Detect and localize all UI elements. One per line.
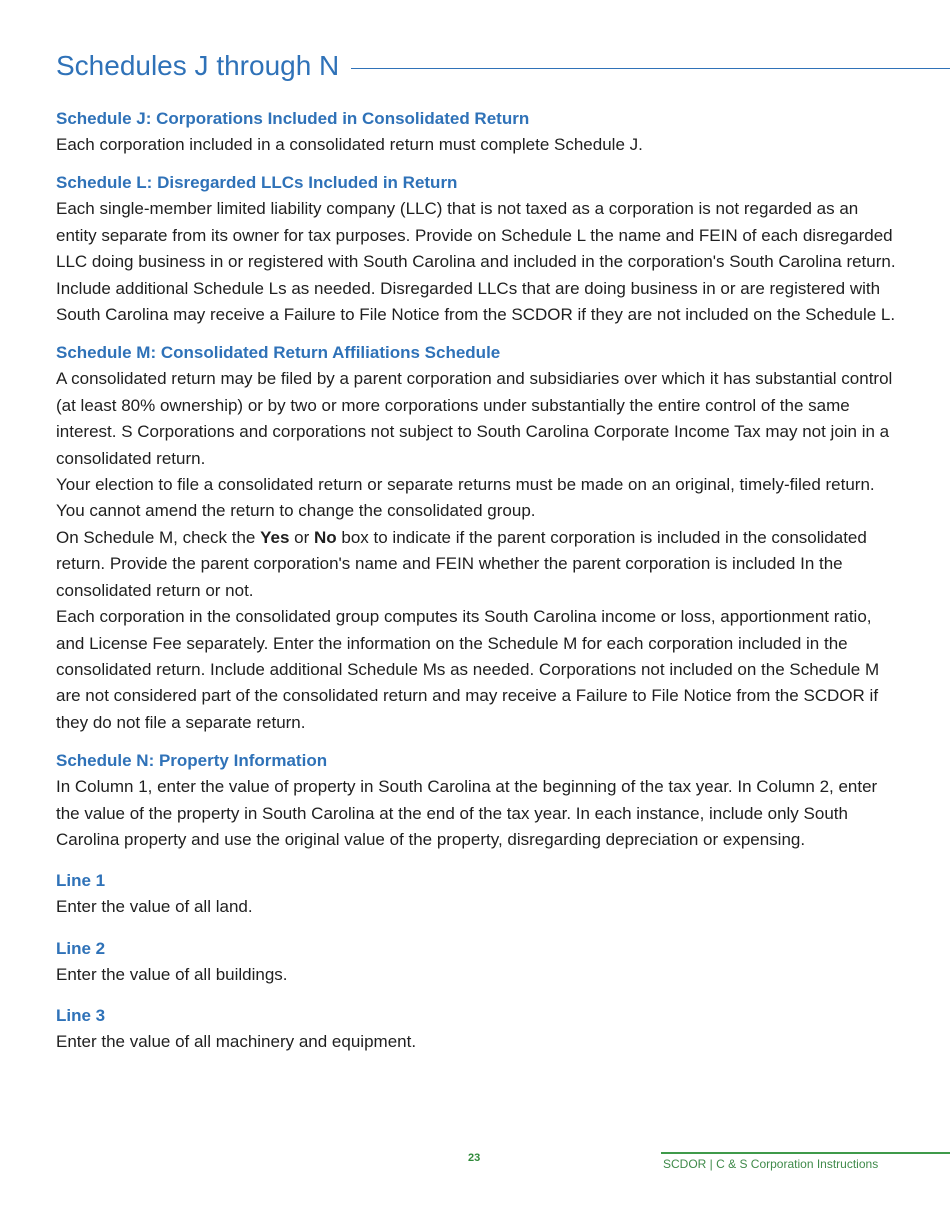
line-2-heading: Line 2 bbox=[56, 938, 106, 958]
schedule-m-text-3 bbox=[56, 525, 896, 604]
document-body bbox=[56, 106, 896, 1071]
schedule-n-section bbox=[56, 748, 896, 853]
line-3-heading: Line 3 bbox=[56, 1006, 106, 1026]
schedule-j-section bbox=[56, 106, 896, 158]
footer-doc-title: SCDOR | C & S Corporation Instructions bbox=[663, 1157, 879, 1171]
footer-divider bbox=[661, 1152, 950, 1154]
page-number: 23 bbox=[468, 1152, 481, 1164]
schedule-j-heading: Schedule J: Corporations Included in Consolidated Return bbox=[56, 109, 530, 128]
line-1-text: Enter the value of all land. bbox=[56, 897, 253, 917]
schedule-n-heading: Schedule N: Property Information bbox=[56, 751, 328, 771]
line-1-section bbox=[56, 868, 896, 920]
no-label: No bbox=[313, 527, 337, 547]
schedule-m-section bbox=[56, 340, 896, 736]
page-title: Schedules J through N bbox=[56, 50, 340, 81]
line-2-section bbox=[56, 936, 896, 988]
line-2-text: Enter the value of all buildings. bbox=[56, 964, 288, 984]
page-title-row bbox=[56, 50, 950, 82]
schedule-m-text-1: A consolidated return may be filed by a parent corporation and subsidiaries over which it has substantial control (at least 80% ownership) or by two or more corporations under substantially the entire control of the same interest. S Corporations and corporations not subject to South Carolina Corporate Income Tax may not join in a consolidated return. bbox=[56, 369, 893, 468]
schedule-m-text-3a: On Schedule M, check the bbox=[56, 527, 261, 547]
schedule-j-text: Each corporation included in a consolidated return must complete Schedule J. bbox=[56, 135, 643, 154]
schedule-l-section bbox=[56, 170, 896, 328]
schedule-n-text: In Column 1, enter the value of property in South Carolina at the beginning of the tax year. In Column 2, enter the value of the property in South Carolina at the end of the tax year. In each instance, include only South Carolina property and use the original value of the property, disregarding depreciation or expensing. bbox=[56, 777, 878, 849]
schedule-m-text-3b: or bbox=[289, 527, 314, 547]
schedule-m-heading: Schedule M: Consolidated Return Affiliations Schedule bbox=[56, 343, 501, 363]
schedule-l-text: Each single-member limited liability company (LLC) that is not taxed as a corporation is not regarded as an entity separate from its owner for tax purposes. Provide on Schedule L the name and FEIN of each disregarded LLC doing business in or registered with South Carolina and included in the corporation's South Carolina return. Include additional Schedule Ls as needed. Disregarded LLCs that are doing business in or are registered with South Carolina may receive a Failure to File Notice from the SCDOR if they are not included on the Schedule L. bbox=[56, 199, 896, 325]
line-1-heading: Line 1 bbox=[56, 871, 106, 891]
schedule-m-text-4: Each corporation in the consolidated group computes its South Carolina income or loss, apportionment ratio, and License Fee separately. Enter the information on the Schedule M for each corporation included in the consolidated return. Include additional Schedule Ms as needed. Corporations not included on the Schedule M are not considered part of the consolidated return and may receive a Failure to File Notice from the SCDOR if they do not file a separate return. bbox=[56, 607, 880, 732]
title-divider bbox=[351, 68, 950, 69]
line-3-section bbox=[56, 1003, 896, 1055]
schedule-m-text-3c: box to indicate if the parent corporation is included in the consolidated return. Provide the parent corporation's name and FEIN whether the parent corporation is included In the consolidated return or not. bbox=[56, 527, 867, 600]
yes-label: Yes bbox=[260, 527, 290, 547]
line-3-text: Enter the value of all machinery and equipment. bbox=[56, 1032, 417, 1052]
schedule-l-heading: Schedule L: Disregarded LLCs Included in Return bbox=[56, 173, 458, 193]
schedule-m-text-2: Your election to file a consolidated return or separate returns must be made on an original, timely-filed return. You cannot amend the return to change the consolidated group. bbox=[56, 475, 875, 521]
